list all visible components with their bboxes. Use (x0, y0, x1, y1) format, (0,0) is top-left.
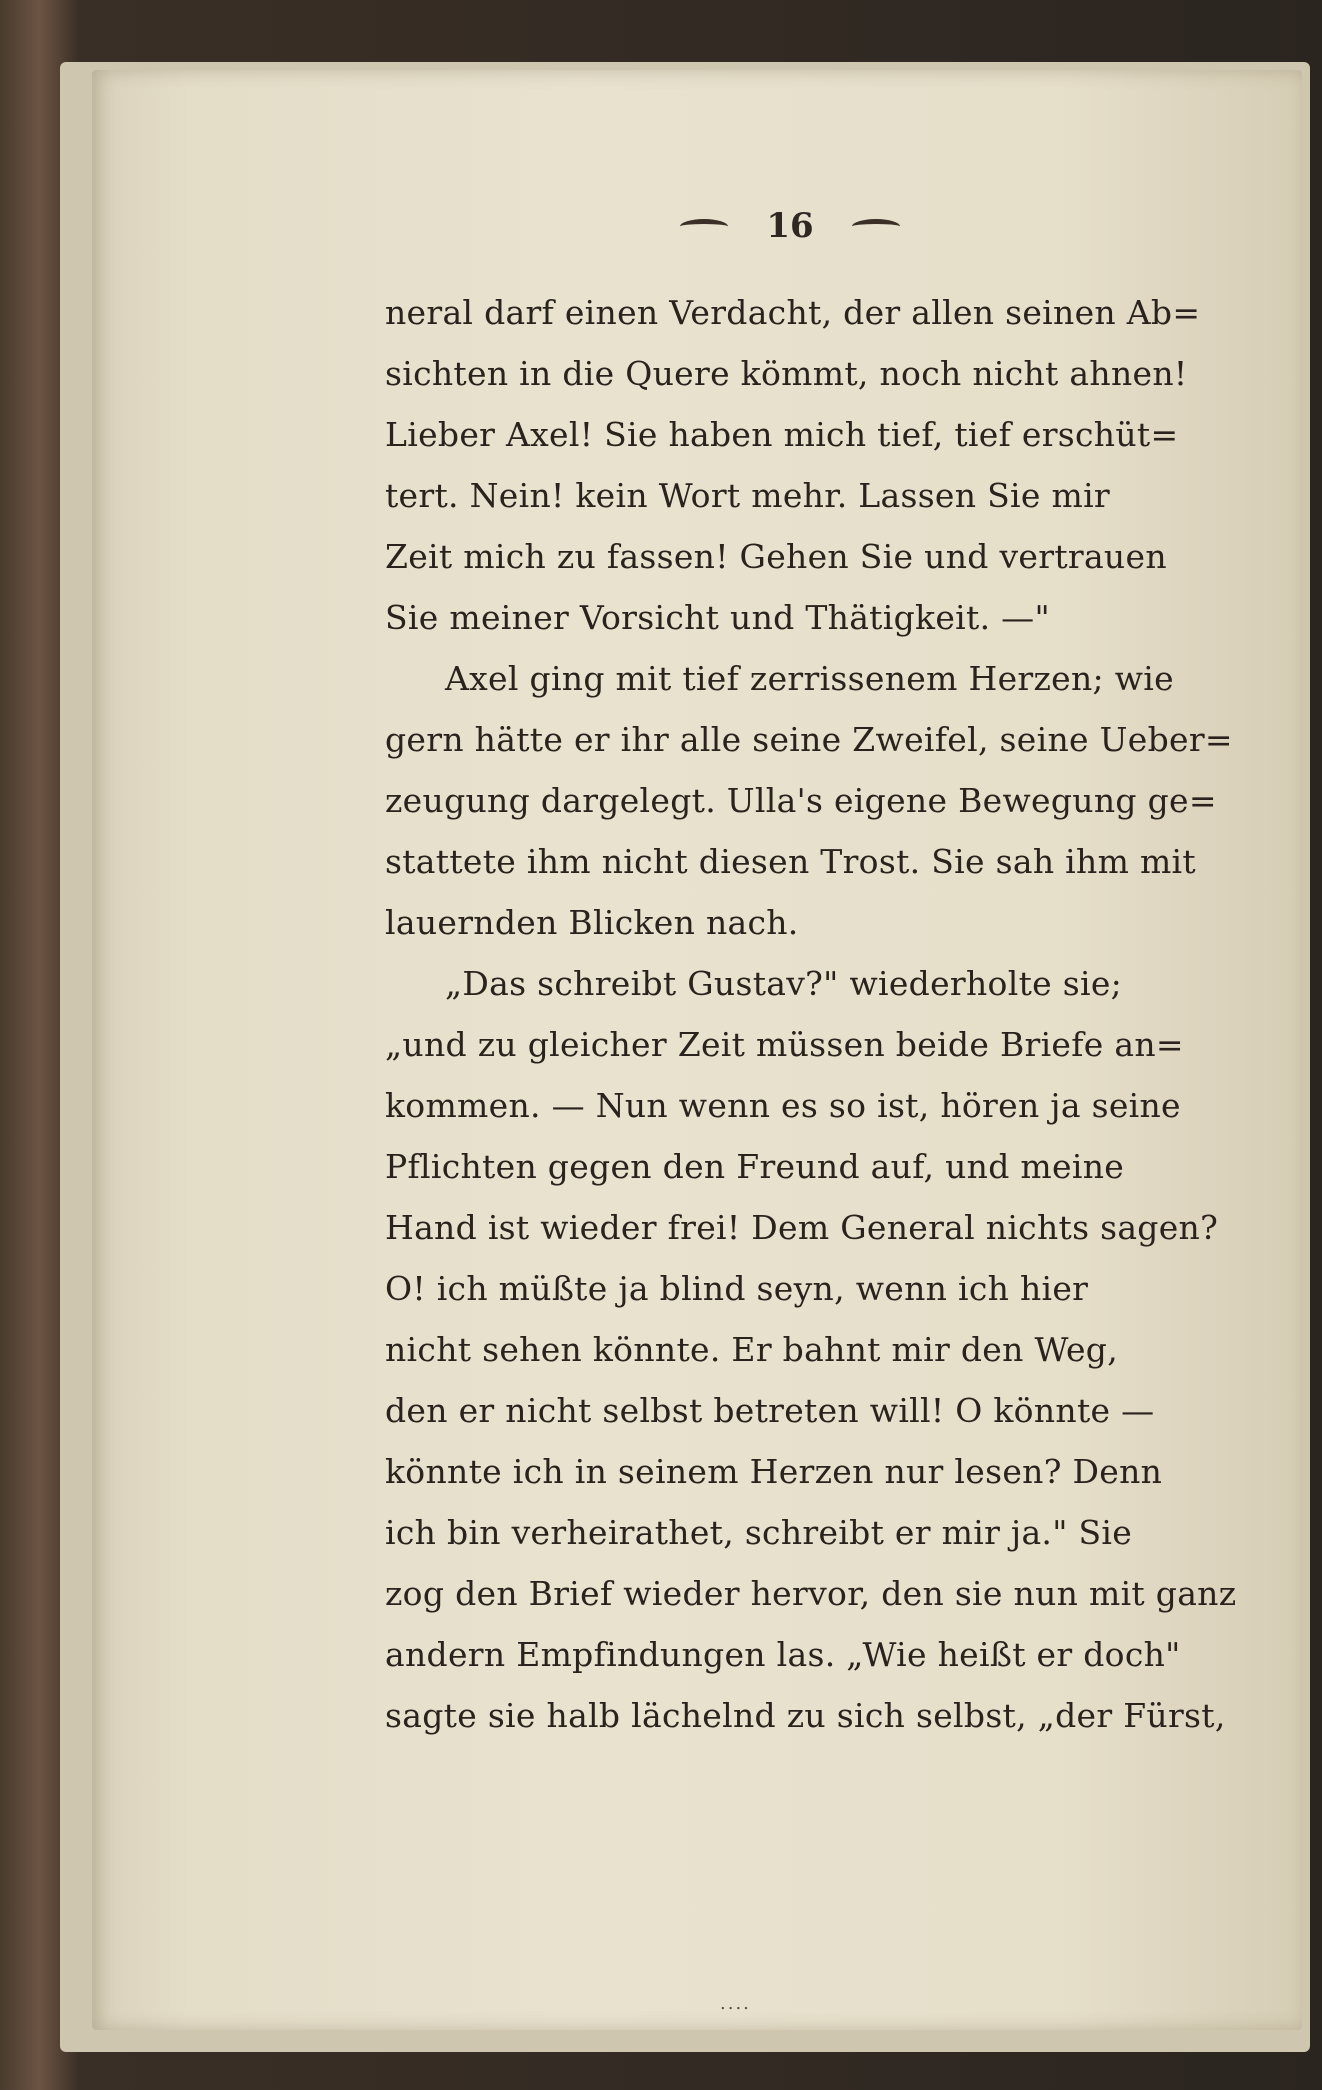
text-line: „und zu gleicher Zeit müssen beide Briefe an= (385, 1025, 1184, 1064)
text-line: tert. Nein! kein Wort mehr. Lassen Sie mir (385, 476, 1110, 515)
text-line: andern Empfindungen las. „Wie heißt er doch" (385, 1635, 1181, 1674)
text-line: zeugung dargelegt. Ulla's eigene Bewegung ge= (385, 781, 1217, 820)
text-line: ich bin verheirathet, schreibt er mir ja." Sie (385, 1513, 1133, 1552)
body-text (385, 283, 1237, 1753)
text-line: Lieber Axel! Sie haben mich tief, tief erschüt= (385, 415, 1179, 454)
text-line: stattete ihm nicht diesen Trost. Sie sah ihm mit (385, 842, 1196, 881)
text-line: kommen. — Nun wenn es so ist, hören ja seine (385, 1086, 1181, 1125)
page-header (660, 196, 920, 256)
text-line: sagte sie halb lächelnd zu sich selbst, „der Fürst, (385, 1696, 1226, 1735)
text-line: Pflichten gegen den Freund auf, und meine (385, 1147, 1125, 1186)
text-line: Hand ist wieder frei! Dem General nichts sagen? (385, 1208, 1219, 1247)
text-line: „Das schreibt Gustav?" wiederholte sie; (445, 964, 1123, 1003)
text-line: könnte ich in seinem Herzen nur lesen? Denn (385, 1452, 1163, 1491)
text-line: neral darf einen Verdacht, der allen seinen Ab= (385, 293, 1201, 332)
text-line: Sie meiner Vorsicht und Thätigkeit. —" (385, 598, 1050, 637)
bottom-signature-mark: .... (720, 1993, 751, 2014)
text-line: den er nicht selbst betreten will! O könnte — (385, 1391, 1155, 1430)
page-number: 16 (766, 206, 814, 246)
text-line: O! ich müßte ja blind seyn, wenn ich hier (385, 1269, 1089, 1308)
text-line: sichten in die Quere kömmt, noch nicht ahnen! (385, 354, 1188, 393)
text-line: nicht sehen könnte. Er bahnt mir den Weg, (385, 1330, 1119, 1369)
text-line: gern hätte er ihr alle seine Zweifel, seine Ueber= (385, 720, 1233, 759)
ornament-swash-left (680, 219, 728, 234)
text-line: Axel ging mit tief zerrissenem Herzen; wie (445, 659, 1174, 698)
text-line: Zeit mich zu fassen! Gehen Sie und vertrauen (385, 537, 1167, 576)
ornament-swash-right (852, 219, 900, 234)
text-line: lauernden Blicken nach. (385, 903, 799, 942)
text-line: zog den Brief wieder hervor, den sie nun mit ganz (385, 1574, 1237, 1613)
